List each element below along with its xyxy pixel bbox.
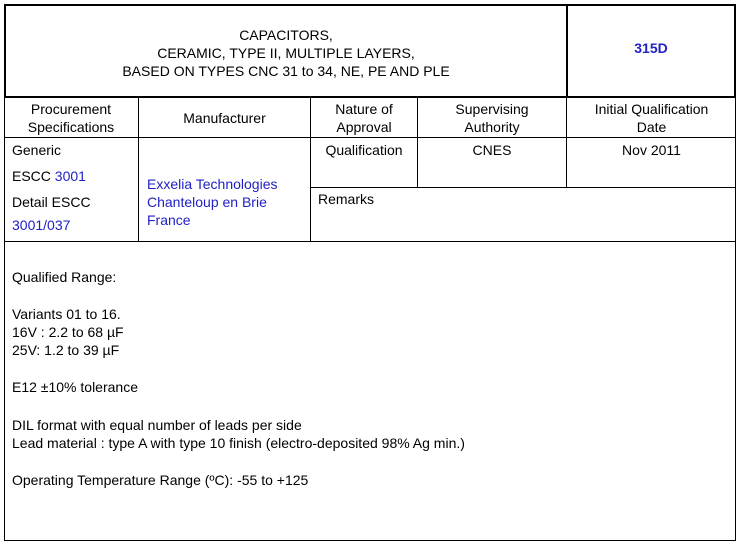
detail-spec-link[interactable]: 3001/037 bbox=[12, 217, 71, 233]
title-line-1: CAPACITORS, bbox=[239, 27, 333, 43]
voltage-16v-line: 16V : 2.2 to 68 µF bbox=[12, 324, 124, 340]
qualified-range-heading: Qualified Range: bbox=[12, 269, 117, 285]
generic-label: Generic bbox=[12, 142, 62, 158]
procurement-header: Procurement Specifications bbox=[27, 101, 115, 135]
title-line-3: BASED ON TYPES CNC 31 to 34, NE, PE AND PLE bbox=[122, 63, 450, 79]
remarks-label: Remarks bbox=[318, 191, 375, 207]
authority-value: CNES bbox=[472, 142, 512, 158]
approval-header: Nature of Approval bbox=[335, 101, 393, 135]
lead-material-line: Lead material : type A with type 10 finish (electro-deposited 98% Ag min.) bbox=[12, 435, 465, 451]
title-line-2: CERAMIC, TYPE II, MULTIPLE LAYERS, bbox=[157, 45, 415, 61]
qualification-date-value: Nov 2011 bbox=[622, 142, 681, 158]
approval-value: Qualification bbox=[325, 142, 403, 158]
escc-generic-link[interactable]: 3001 bbox=[54, 168, 86, 184]
escc-generic: ESCC 3001 bbox=[12, 168, 86, 184]
manufacturer-header: Manufacturer bbox=[183, 110, 266, 126]
manufacturer-name: Exxelia Technologies Chanteloup en Brie France bbox=[147, 176, 278, 228]
temperature-range-line: Operating Temperature Range (ºC): -55 to +125 bbox=[12, 472, 309, 488]
title-box bbox=[4, 4, 568, 98]
format-line: DIL format with equal number of leads per side bbox=[12, 417, 302, 433]
variants-line: Variants 01 to 16. bbox=[12, 306, 121, 322]
detail-label: Detail ESCC bbox=[12, 194, 91, 210]
document-code: 315D bbox=[634, 40, 668, 56]
tolerance-line: E12 ±10% tolerance bbox=[12, 379, 138, 395]
authority-header: Supervising Authority bbox=[455, 101, 529, 135]
qualification-date-header: Initial Qualification Date bbox=[594, 101, 709, 135]
voltage-25v-line: 25V: 1.2 to 39 µF bbox=[12, 342, 120, 358]
code-box bbox=[566, 4, 736, 98]
